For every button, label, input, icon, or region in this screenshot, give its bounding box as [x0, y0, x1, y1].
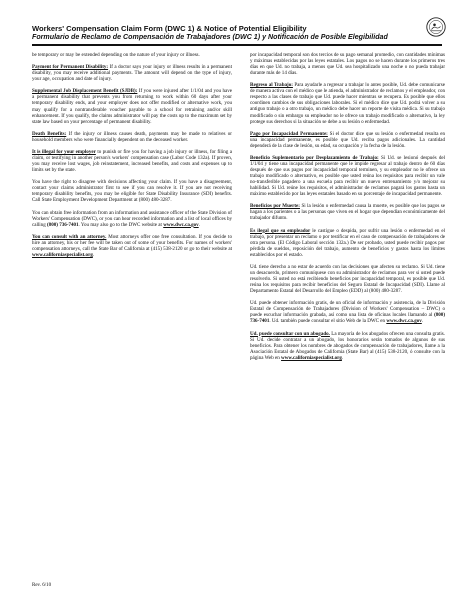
paragraph-text: You can obtain free information from an information and assistance officer of the State Division of Workers' Compensation (DWC), or you can hear recorded information and a list of local offices by calling	[32, 209, 232, 228]
paragraph-text: Si el doctor dice que su lesión o enfermedad resulta en una incapacidad permanente, es posible que Ud. reciba pagos adicionales. La cantidad dependerá de la clase de lesión, su edad, su ocupación y la fecha de la lesión.	[250, 130, 445, 149]
paragraph-text: Ud. puede obtener información gratis, de un oficial de información y asistencia, de la División Estatal de Compensación de Trabajadores (Division of Workers' Compensation – DWC) o puede escuchar información grabada, así como una lista de oficinas locales llamando al	[250, 300, 445, 319]
spanish-column	[250, 52, 445, 367]
header-divider	[32, 44, 442, 46]
dwc-website-link[interactable]: www.dwc.ca.gov	[386, 318, 422, 325]
paragraph-text: to punish or fire you for having a job injury or illness, for filing a claim, or testifying in another person's workers' compensation case (Labor Code 132a). If proven, you may receive lost wages, job reinstatement, increased benefits, and costs and expenses up to limits set by the state.	[32, 148, 232, 174]
state-seal-icon	[426, 17, 446, 37]
paragraph-text: You have the right to disagree with decisions affecting your claim. If you have a disagreement, contact your claims administrator first to see if you can resolve it. If you are not receiving temporary disability benefits, you may be eligible for State Disability Insurance (SDI) benefits. Call State Employment Development Department at (800) 480-3287.	[32, 179, 232, 204]
dwc-website-link[interactable]: www.dwc.ca.gov	[163, 221, 199, 228]
paragraph-heading: Supplemental Job Displacement Benefit (SJDB):	[32, 88, 138, 95]
paragraph-heading: Death Benefits:	[32, 130, 67, 137]
paragraph-heading: Beneficio Suplementario por Desplazamiento de Trabajo:	[250, 154, 379, 161]
paragraph-text: Ud. tiene derecho a no estar de acuerdo con las decisiones que afecten su reclamo. Si Ud. tiene un desacuerdo, primero comuníquese con su administrador de reclamos para ver si usted puede resolverlo. Si usted no está recibiendo beneficios por incapacidad temporal, es posible que Ud. reúna los requisitos para recibir beneficios del Seguro Estatal de Incapacidad (SDI). Llame al Departamento Estatal del Desarrollo del Empleo (EDD) al (800) 480-3287.	[250, 263, 445, 295]
paragraph-heading: It is illegal for your employer	[32, 148, 96, 155]
paragraph-text: Si Ud. se lesionó después del 1/1/04 y tiene una incapacidad permanente que le impide regresar al trabajo dentro de 60 días después de que sus pagos por incapacidad temporal terminen, y su empleador no le ofrece un trabajo modificado o alternativo, es posible que usted reúna los requisitos para recibir un vale no-transferible pagadero a una escuela para recibir un nuevo entrenamiento y/o mejorar su habilidad. Si Ud. reúne los requisitos, el administrador de reclamos pagará los gastos hasta un máximo establecido por las leyes estatales basado en su porcentaje de incapacidad permanente.	[250, 154, 445, 198]
paragraph-death-benefits	[250, 203, 445, 221]
paragraph-text: Si la lesión o enfermedad causa la muerte, es posible que los pagos se hagan a los parientes o a las personas que viven en el hogar que dependían económicamente del trabajador difunto.	[250, 203, 445, 222]
paragraph-free-information	[250, 300, 445, 324]
paragraph-text: Most attorneys offer one free consultation. If you decide to hire an attorney, his or her fee will be taken out of some of your benefits. For names of workers' compensation attorneys, call the State Bar of California at (415) 538-2120 or go to their website at	[32, 233, 232, 252]
paragraph-text: .	[341, 354, 344, 361]
paragraph-text: Para ayudarle a regresar a trabajar lo antes posible, Ud. debe comunicarse de manera activa con el médico que le atienda, el administrador de reclamos y el empleador, con respecto a las clases de trabajo que Ud. puede hacer mientras se recupera. Es posible que ellos coordinen cambios de sus obligaciones laborales. Si el médico dice que Ud. podrá volver a su antiguo trabajo o a otro trabajo, un médico debe hacer un reporte de visita médica. Si su trabajo modificado o sin embargo su empleador no le ofrece un trabajo modificado o alternativo, la ley protege sus derechos si la situación se debe a su lesión o enfermedad.	[250, 82, 445, 125]
paragraph-right-to-disagree	[250, 264, 445, 294]
paragraph-heading: Es ilegal que su empleador	[250, 227, 311, 234]
paragraph-attorney	[250, 331, 445, 361]
paragraph-permanent-disability	[32, 64, 232, 82]
paragraph-illegal-punishment	[250, 228, 445, 258]
paragraph-illegal-punishment	[32, 149, 232, 173]
paragraph-heading: Ud. puede consultar con un abogado.	[250, 330, 330, 337]
paragraph-return-to-work	[250, 82, 445, 124]
paragraph-permanent-disability	[250, 131, 445, 149]
paragraph-text: La mayoría de los abogados ofrecen una consulta gratis. Si Ud. decide contratar a un abogado, los honorarios serán tomados de algunos de sus beneficios. Para obtener los nombres de abogados de compensación de trabajadores, llame a la Asociación Estatal de Abogados de California (State Bar) al (415) 538-2120, ó consulte con la página Web en	[250, 330, 445, 361]
paragraph-text: If you were injured after 1/1/04 and you have a permanent disability that prevents you from returning to work within 60 days after your temporary disability ends, and your employer does not offer modified or alternative work, you may qualify for a nontransferable voucher payable to a school for retraining and/or skill enhancement. If you qualify, the claims administrator will pay the costs up to the maximum set by state law based on your percentage of permanent disability.	[32, 88, 232, 125]
paragraph-text: le castigue o despida, por sufrir una lesión o enfermedad en el trabajo, por presentar un reclamo o por testificar en el caso de compensación de trabajadores de otra persona. (El Código Laboral sección 132a.) De ser probado, usted puede recibir pagos por pérdida de sueldos, reposición del trabajo, aumento de beneficios y gastos hasta los límites establecidos por el estado.	[250, 227, 445, 258]
state-bar-website-link[interactable]: www.californiaspecialist.org	[281, 354, 342, 361]
paragraph-text: be temporary or may be extended depending on the nature of your injury or illness.	[32, 52, 200, 58]
title-spanish: Formulario de Reclamo de Compensación de Trabajadores (DWC 1) y Notificación de Posible Elegibilidad	[32, 33, 388, 41]
form-header	[32, 24, 422, 42]
paragraph-heading: Beneficios por Muerte:	[250, 203, 300, 210]
paragraph-text: .	[92, 251, 95, 258]
phone-number: (800) 736-7401	[250, 312, 445, 325]
paragraph-heading: Payment for Permanent Disability:	[32, 64, 109, 71]
paragraph-text: . Ud. también puede consultar el sitio Web de la DWC en	[269, 318, 387, 325]
phone-number: (800) 736-7401	[47, 221, 79, 228]
paragraph-heading: Regreso al Trabajo:	[250, 82, 293, 89]
paragraph-text: . You may also go to the DWC website at	[78, 221, 164, 228]
paragraph-free-information	[32, 210, 232, 228]
paragraph-continued	[250, 52, 445, 76]
paragraph-right-to-disagree	[32, 179, 232, 203]
revision-note: Rev. 6/10	[32, 583, 52, 588]
paragraph-text: .	[421, 318, 424, 325]
paragraph-text: If a doctor says your injury or illness results in a permanent disability, you may receive additional payments. The amount will depend on the type of injury, your age, occupation and date of injury.	[32, 64, 232, 83]
paragraph-death-benefits	[32, 131, 232, 143]
paragraph-heading: You can consult with an attorney.	[32, 233, 107, 240]
paragraph-sjdb	[32, 88, 232, 124]
paragraph-continued	[32, 52, 232, 58]
paragraph-text: If the injury or illness causes death, payments may be made to relatives or household members who were financially dependent on the deceased worker.	[32, 130, 232, 143]
paragraph-text: por incapacidad temporal son dos tercios de su pago semanal promedio, con cantidades mínimas y máximas establecidas por las leyes estatales. Los pagos no se hacen durante los primeros tres días en que Ud. no trabaja, a menos que Ud. sea hospitalizado una noche o no pueda trabajar durante más de 14 días.	[250, 52, 445, 77]
title-english: Workers' Compensation Claim Form (DWC 1) & Notice of Potential Eligibility	[32, 24, 307, 33]
paragraph-sjdb	[250, 155, 445, 197]
english-column	[32, 52, 232, 264]
state-bar-website-link[interactable]: www.californiaspecialist.org	[32, 251, 93, 258]
paragraph-heading: Pago por Incapacidad Permanente:	[250, 130, 328, 137]
paragraph-text: .	[198, 221, 200, 228]
paragraph-attorney	[32, 234, 232, 258]
